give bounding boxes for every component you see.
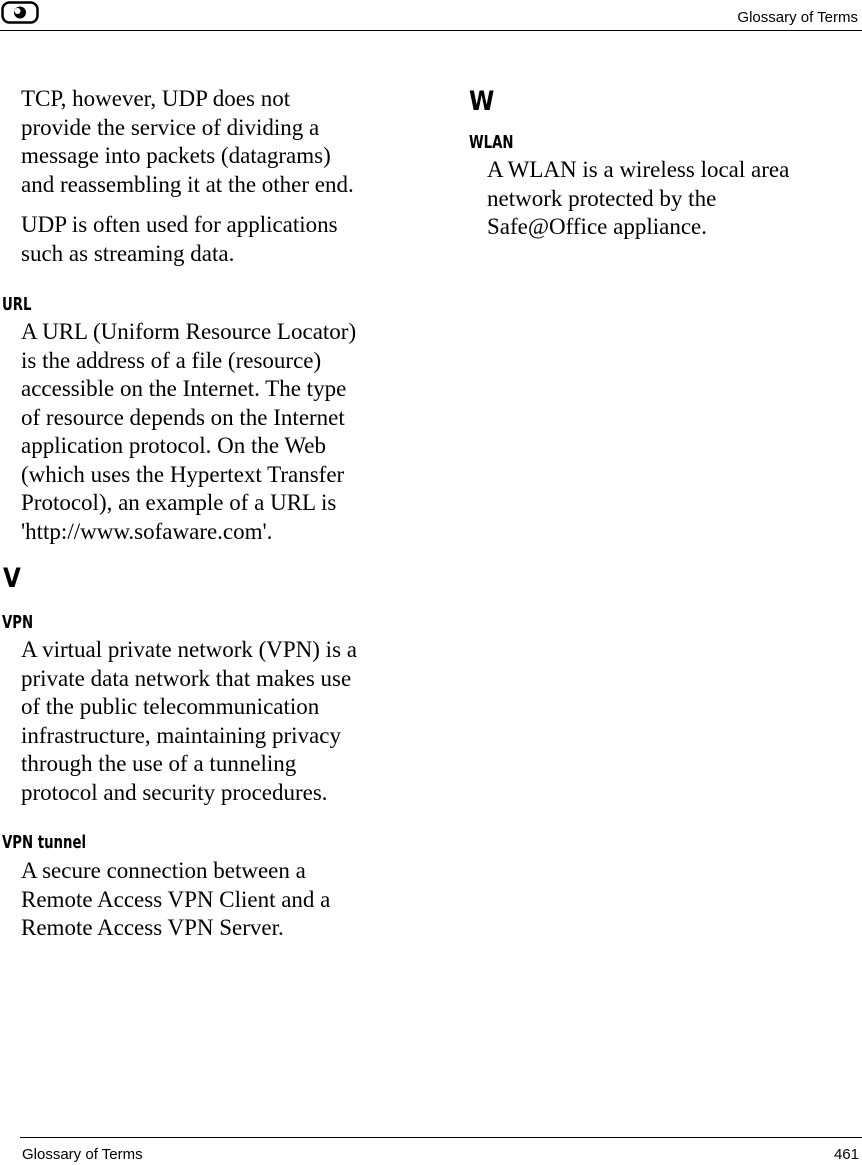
section-letter-w: W bbox=[469, 86, 495, 117]
glossary-term-url: URL bbox=[2, 294, 32, 315]
glossary-term-wlan: WLAN bbox=[469, 132, 514, 153]
text-line: A URL (Uniform Resource Locator) bbox=[21, 319, 357, 344]
text-line: Remote Access VPN Server. bbox=[21, 915, 284, 940]
text-line: Remote Access VPN Client and a bbox=[21, 886, 331, 912]
text-line: protocol and security procedures. bbox=[21, 779, 328, 805]
text-line: network protected by the bbox=[487, 185, 717, 211]
page-header bbox=[0, 0, 862, 31]
glossary-term-vpn: VPN bbox=[2, 612, 34, 633]
sofaware-logo-icon bbox=[1, 1, 39, 24]
text-line: Protocol), an example of a URL is bbox=[21, 490, 337, 515]
text-line: of resource depends on the Internet bbox=[21, 404, 345, 430]
glossary-term-vpn-tunnel: VPN tunnel bbox=[2, 832, 87, 853]
text-line: of the public telecommunication bbox=[21, 694, 320, 719]
section-letter-v: V bbox=[3, 563, 21, 594]
text-line: A secure connection between a bbox=[21, 858, 306, 883]
text-line: private data network that makes use bbox=[21, 665, 352, 691]
text-line: provide the service of dividing a bbox=[21, 114, 320, 140]
text-line: UDP is often used for applications bbox=[21, 212, 338, 237]
text-line: such as streaming data. bbox=[21, 240, 235, 266]
text-line: (which uses the Hypertext Transfer bbox=[21, 461, 345, 487]
text-line: Safe@Office appliance. bbox=[487, 214, 707, 239]
text-line: TCP, however, UDP does not bbox=[21, 86, 291, 111]
text-line: application protocol. On the Web bbox=[21, 433, 326, 458]
page-number: 461 bbox=[833, 1146, 859, 1163]
text-line: accessible on the Internet. The type bbox=[21, 376, 347, 401]
text-line: is the address of a file (resource) bbox=[21, 347, 322, 373]
text-line: message into packets (datagrams) bbox=[21, 143, 331, 168]
text-line: infrastructure, maintaining privacy bbox=[21, 722, 341, 748]
text-line: A virtual private network (VPN) is a bbox=[21, 637, 357, 662]
footer-title: Glossary of Terms bbox=[22, 1146, 143, 1163]
text-line: 'http://www.sofaware.com'. bbox=[21, 518, 273, 544]
text-line: A WLAN is a wireless local area bbox=[487, 157, 790, 182]
text-line: through the use of a tunneling bbox=[21, 751, 297, 776]
page-footer bbox=[20, 1137, 862, 1165]
header-title: Glossary of Terms bbox=[737, 9, 858, 26]
text-line: and reassembling it at the other end. bbox=[21, 171, 354, 197]
